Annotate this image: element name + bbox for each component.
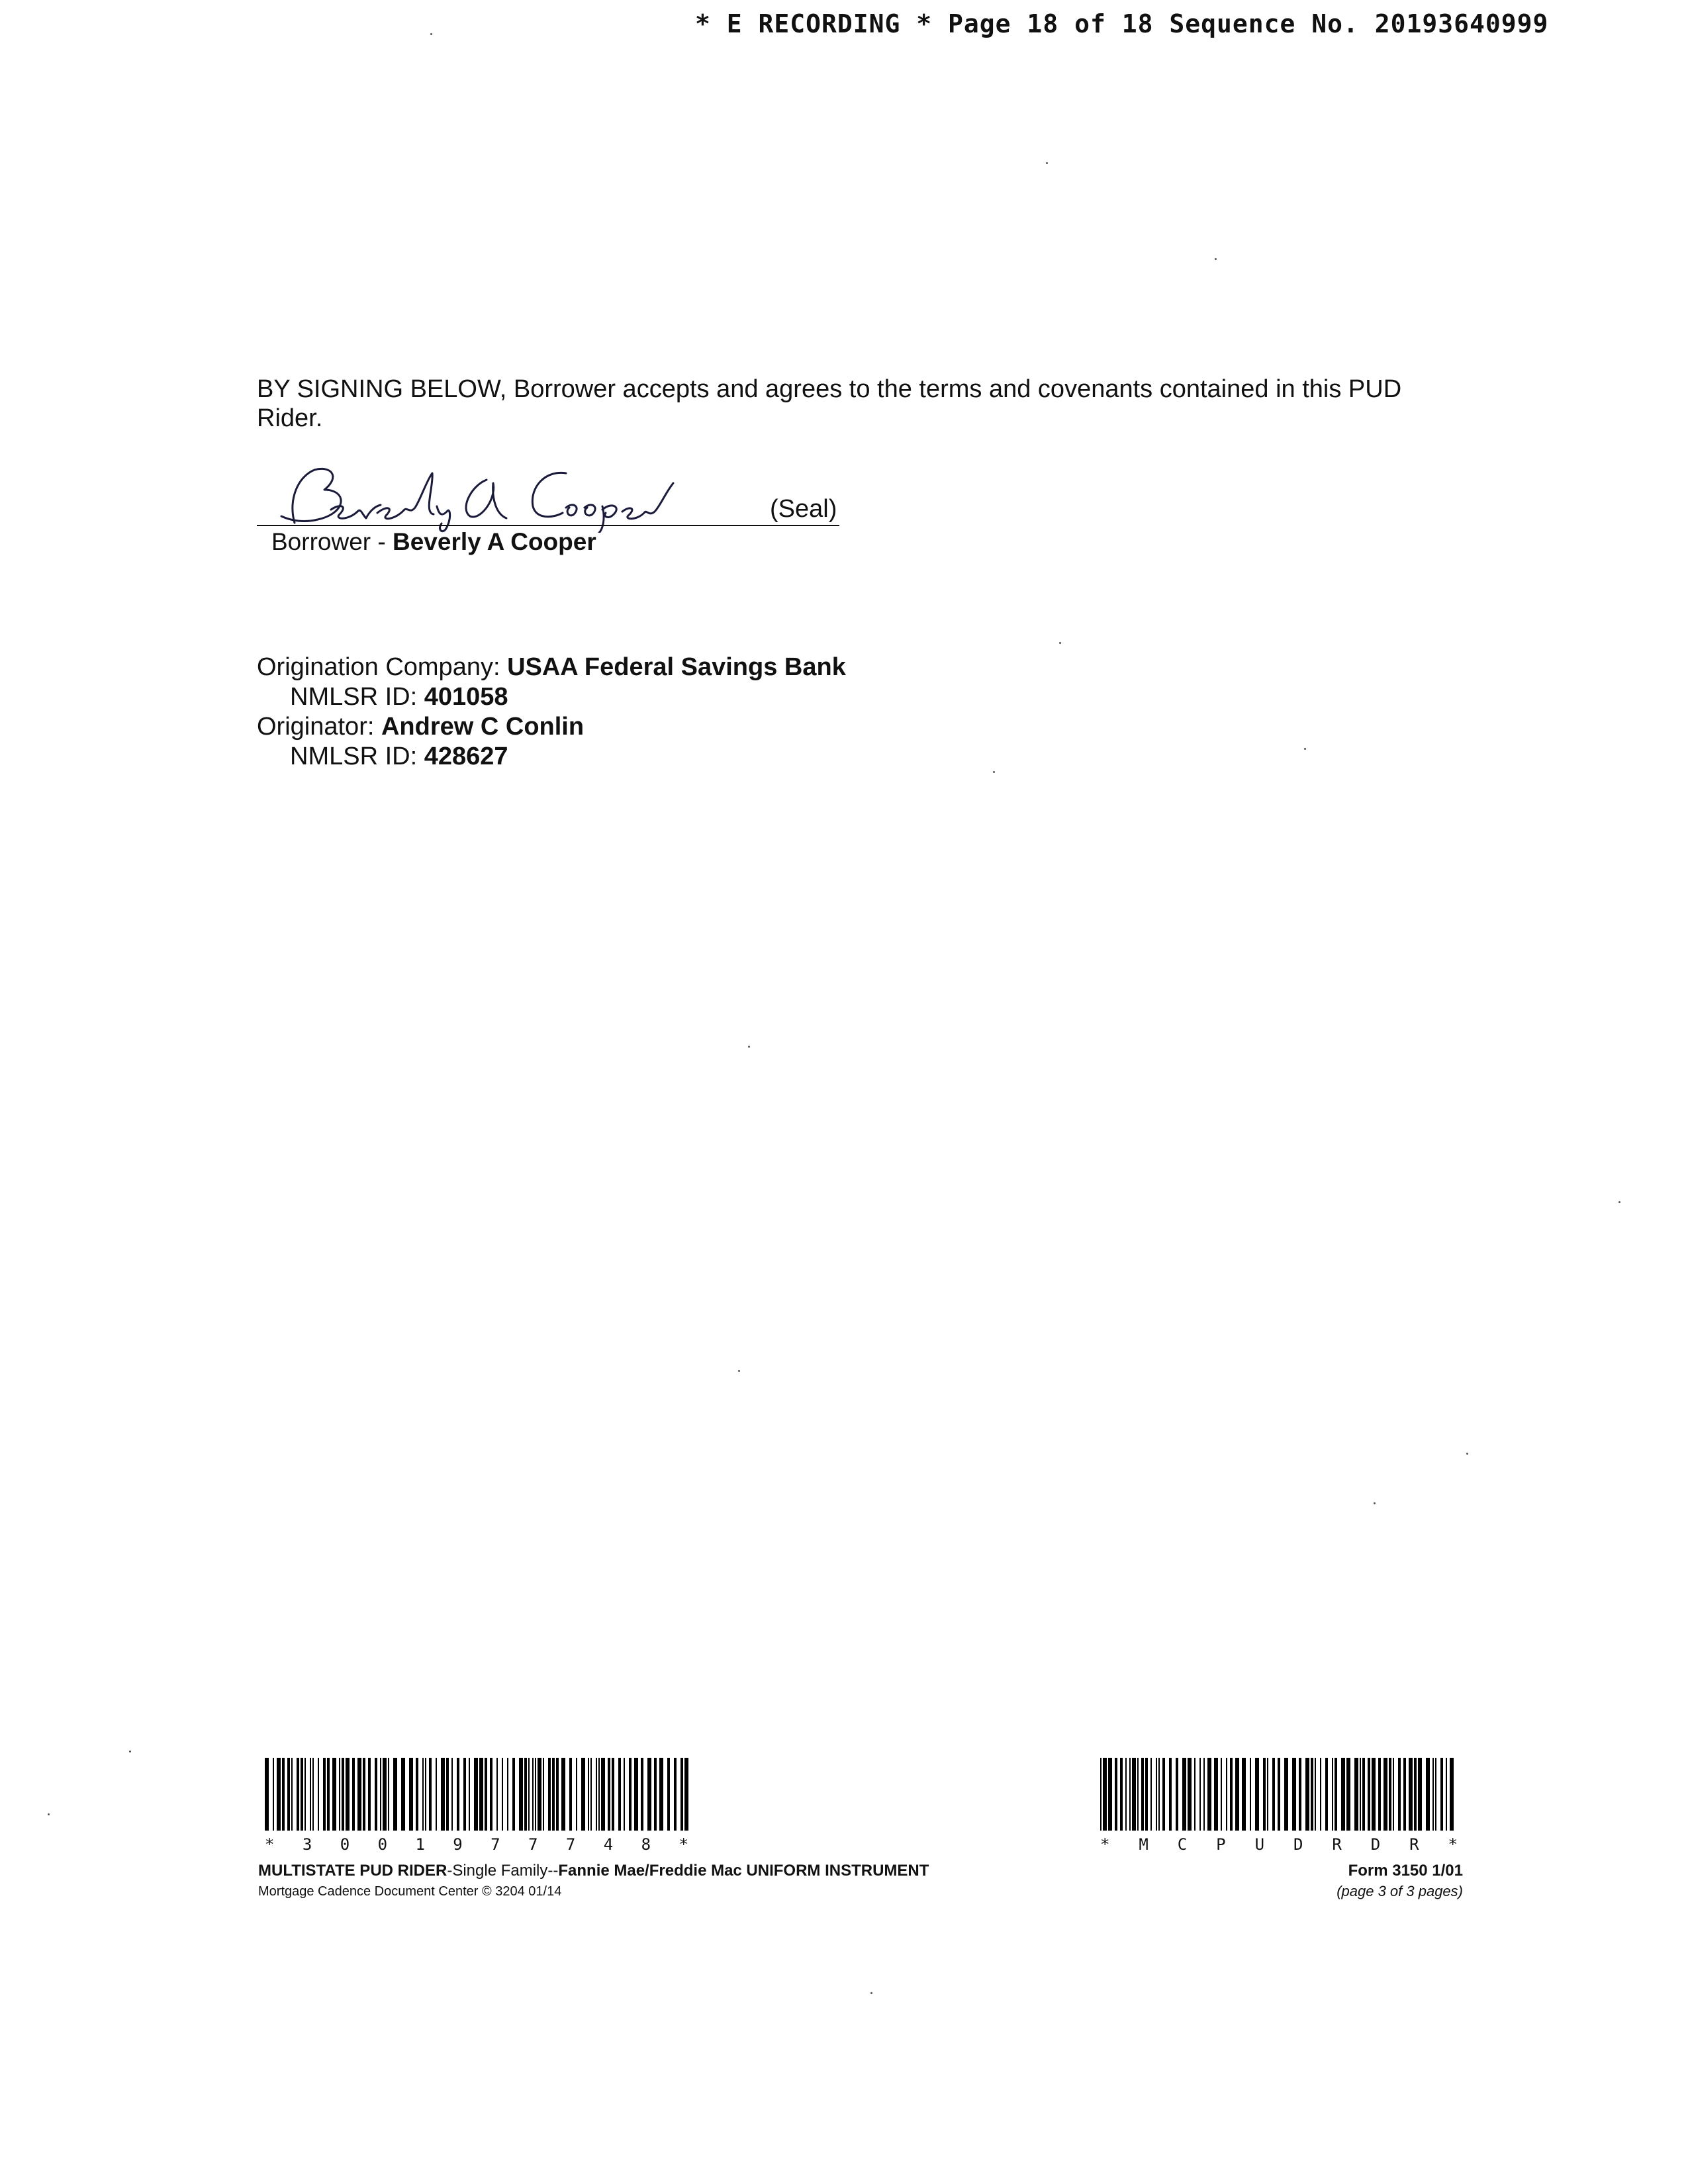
barcode-bar [629, 1758, 632, 1831]
barcode-bar [618, 1758, 621, 1831]
barcode-char: D [1293, 1835, 1303, 1854]
scan-speck [870, 1992, 872, 1994]
barcode-char: * [1448, 1835, 1458, 1854]
barcode-bar [342, 1758, 344, 1831]
barcode-bar [265, 1758, 269, 1831]
agreement-paragraph: BY SIGNING BELOW, Borrower accepts and agrees to the terms and covenants contained in this PUD Rider. [257, 375, 1402, 432]
barcode-bar [429, 1758, 432, 1831]
scan-speck [1618, 1201, 1620, 1203]
barcode-bar [301, 1758, 303, 1831]
originator-nmlsr-line [257, 742, 846, 772]
originator-nmlsr-label: NMLSR ID: [290, 743, 424, 770]
barcode-bar [1182, 1758, 1186, 1831]
barcode-bar [674, 1758, 677, 1831]
barcode-left [265, 1758, 688, 1854]
barcode-bar [624, 1758, 625, 1831]
barcode-bar [1398, 1758, 1401, 1831]
barcode-bar [535, 1758, 536, 1831]
barcode-bar [357, 1758, 361, 1831]
barcode-bar [1100, 1758, 1102, 1831]
form-number: Form 3150 1/01 [1348, 1862, 1463, 1880]
barcode-bar [524, 1758, 527, 1831]
barcode-bar [451, 1758, 453, 1831]
barcode-bar [380, 1758, 381, 1831]
barcode-bar [422, 1758, 424, 1831]
scan-speck [748, 1046, 750, 1048]
seal-label: (Seal) [770, 495, 837, 523]
scan-speck [1304, 748, 1306, 750]
barcode-bar [561, 1758, 565, 1831]
barcode-bar [1346, 1758, 1350, 1831]
barcode-bar [507, 1758, 508, 1831]
barcode-bar [1292, 1758, 1296, 1831]
barcode-bar [598, 1758, 600, 1831]
barcode-bar [310, 1758, 311, 1831]
barcode-bar [608, 1758, 610, 1831]
barcode-char: * [679, 1835, 688, 1854]
barcode-bar [346, 1758, 350, 1831]
barcode-bar [1188, 1758, 1192, 1831]
scan-speck [993, 771, 995, 773]
barcode-bar [1418, 1758, 1422, 1831]
barcode-right-text [1100, 1835, 1458, 1854]
barcode-char: C [1177, 1835, 1188, 1854]
barcode-bar [1145, 1758, 1148, 1831]
barcode-bar [291, 1758, 293, 1831]
page-count: (page 3 of 3 pages) [1336, 1883, 1463, 1899]
footer-subtitle: Mortgage Cadence Document Center © 3204 01/14 [258, 1884, 562, 1899]
barcode-char: M [1139, 1835, 1149, 1854]
barcode-char: 3 [302, 1835, 312, 1854]
barcode-bar [1393, 1758, 1394, 1831]
barcode-bar [1230, 1758, 1233, 1831]
barcode-bar [659, 1758, 663, 1831]
barcode-bar [496, 1758, 498, 1831]
barcode-bar [581, 1758, 585, 1831]
barcode-bar [1335, 1758, 1337, 1831]
barcode-bar [1242, 1758, 1246, 1831]
barcode-bar [654, 1758, 657, 1831]
barcode-bar [1108, 1758, 1112, 1831]
barcode-bar [528, 1758, 530, 1831]
barcode-bar [339, 1758, 340, 1831]
barcode-char: 7 [491, 1835, 500, 1854]
origination-block [257, 653, 846, 772]
borrower-prefix: Borrower - [271, 528, 393, 555]
barcode-bar [1194, 1758, 1196, 1831]
barcode-bar [667, 1758, 670, 1831]
signature-line [257, 525, 839, 526]
footer-left [258, 1862, 929, 1899]
barcode-bar [1450, 1758, 1454, 1831]
barcode-bar [436, 1758, 437, 1831]
barcode-bar [1354, 1758, 1358, 1831]
barcode-bar [474, 1758, 478, 1831]
barcode-bar [282, 1758, 285, 1831]
barcode-char: 7 [565, 1835, 576, 1854]
barcode-char: 1 [415, 1835, 425, 1854]
barcode-bar [383, 1758, 387, 1831]
borrower-caption [271, 528, 596, 556]
barcode-char: 9 [453, 1835, 463, 1854]
barcode-bar [409, 1758, 413, 1831]
barcode-bar [1156, 1758, 1157, 1831]
barcode-bar [1311, 1758, 1313, 1831]
barcode-bar [1389, 1758, 1391, 1831]
barcode-bar [1435, 1758, 1436, 1831]
scan-speck [430, 33, 432, 35]
barcode-left-text [265, 1835, 688, 1854]
barcode-char: 8 [641, 1835, 651, 1854]
barcode-bar [532, 1758, 534, 1831]
barcode-bar [1235, 1758, 1239, 1831]
barcode-bar [318, 1758, 319, 1831]
barcode-bar [647, 1758, 651, 1831]
barcode-char: U [1254, 1835, 1265, 1854]
barcode-bar [1221, 1758, 1222, 1831]
barcode-char: R [1409, 1835, 1419, 1854]
barcode-bar [1383, 1758, 1387, 1831]
barcode-bar [1426, 1758, 1430, 1831]
barcode-bar [1255, 1758, 1259, 1831]
barcode-bar [1250, 1758, 1251, 1831]
barcode-bar [1409, 1758, 1413, 1831]
barcode-bar [1103, 1758, 1107, 1831]
barcode-bar [1115, 1758, 1117, 1831]
barcode-bar [512, 1758, 515, 1831]
barcode-bar [416, 1758, 418, 1831]
barcode-bar [1137, 1758, 1139, 1831]
barcode-bar [490, 1758, 492, 1831]
barcode-right-bars [1100, 1758, 1458, 1831]
barcode-bar [1372, 1758, 1376, 1831]
barcode-bar [588, 1758, 589, 1831]
barcode-bar [680, 1758, 683, 1831]
barcode-bar [463, 1758, 466, 1831]
barcode-bar [1226, 1758, 1227, 1831]
barcode-bar [1207, 1758, 1211, 1831]
barcode-bar [543, 1758, 544, 1831]
barcode-bar [1284, 1758, 1288, 1831]
footer-title-bold-1: MULTISTATE PUD RIDER [258, 1862, 447, 1880]
barcode-bar [1129, 1758, 1131, 1831]
barcode-left-bars [265, 1758, 688, 1831]
barcode-bar [388, 1758, 389, 1831]
barcode-bar [1325, 1758, 1328, 1831]
barcode-char: * [265, 1835, 275, 1854]
barcode-bar [641, 1758, 643, 1831]
scan-speck [129, 1751, 131, 1752]
barcode-bar [277, 1758, 281, 1831]
barcode-bar [1158, 1758, 1160, 1831]
barcode-char: R [1332, 1835, 1342, 1854]
scan-speck [48, 1813, 50, 1815]
scan-speck [1215, 258, 1217, 260]
barcode-bar [287, 1758, 290, 1831]
originator-label: Originator: [257, 713, 381, 741]
barcode-bar [305, 1758, 306, 1831]
scan-speck [1059, 642, 1061, 644]
barcode-bar [1378, 1758, 1381, 1831]
barcode-bar [479, 1758, 483, 1831]
footer-right [1192, 1862, 1463, 1900]
barcode-char: 4 [603, 1835, 614, 1854]
barcode-bar [1120, 1758, 1123, 1831]
barcode-bar [1267, 1758, 1268, 1831]
origination-company-line [257, 653, 846, 682]
barcode-bar [393, 1758, 397, 1831]
barcode-bar [1141, 1758, 1144, 1831]
barcode-bar [457, 1758, 459, 1831]
scan-speck [1374, 1502, 1376, 1504]
footer-title [258, 1862, 929, 1880]
barcode-bar [441, 1758, 445, 1831]
barcode-bar [552, 1758, 555, 1831]
borrower-signature [268, 460, 679, 533]
barcode-bar [1272, 1758, 1275, 1831]
origination-company-label: Origination Company: [257, 653, 508, 681]
company-nmlsr-id: 401058 [424, 683, 508, 711]
barcode-bar [538, 1758, 541, 1831]
footer-title-bold-2: Fannie Mae/Freddie Mac UNIFORM INSTRUMENT [558, 1862, 929, 1880]
barcode-bar [519, 1758, 523, 1831]
barcode-char: 0 [377, 1835, 388, 1854]
barcode-bar [1278, 1758, 1280, 1831]
footer-title-plain: -Single Family-- [447, 1862, 559, 1880]
barcode-bar [1176, 1758, 1178, 1831]
originator-name: Andrew C Conlin [381, 713, 585, 741]
barcode-bar [1214, 1758, 1218, 1831]
scan-speck [1046, 162, 1048, 164]
barcode-bar [327, 1758, 330, 1831]
barcode-bar [1203, 1758, 1205, 1831]
scan-speck [738, 1370, 740, 1372]
barcode-right [1100, 1758, 1458, 1854]
barcode-bar [1132, 1758, 1136, 1831]
company-nmlsr-label: NMLSR ID: [290, 683, 424, 711]
barcode-bar [1360, 1758, 1361, 1831]
barcode-bar [684, 1758, 688, 1831]
barcode-char: 0 [340, 1835, 350, 1854]
scan-speck [1466, 1453, 1468, 1455]
barcode-bar [1440, 1758, 1443, 1831]
barcode-bar [401, 1758, 405, 1831]
barcode-bar [323, 1758, 326, 1831]
barcode-char: D [1370, 1835, 1381, 1854]
barcode-bar [1446, 1758, 1447, 1831]
barcode-bar [596, 1758, 597, 1831]
barcode-bar [1414, 1758, 1417, 1831]
barcode-bar [375, 1758, 377, 1831]
barcode-bar [1125, 1758, 1127, 1831]
company-nmlsr-line [257, 682, 846, 712]
barcode-bar [363, 1758, 365, 1831]
barcode-bar [502, 1758, 503, 1831]
barcode-bar [446, 1758, 449, 1831]
originator-line [257, 712, 846, 742]
barcode-bar [556, 1758, 559, 1831]
barcode-bar [634, 1758, 638, 1831]
barcode-bar [332, 1758, 336, 1831]
origination-company-name: USAA Federal Savings Bank [507, 653, 846, 681]
barcode-bar [1162, 1758, 1165, 1831]
barcode-bar [368, 1758, 371, 1831]
barcode-bar [273, 1758, 274, 1831]
barcode-bar [1320, 1758, 1321, 1831]
barcode-bar [576, 1758, 577, 1831]
barcode-bar [485, 1758, 487, 1831]
barcode-bar [590, 1758, 592, 1831]
barcode-bar [1299, 1758, 1301, 1831]
barcode-bar [548, 1758, 551, 1831]
barcode-bar [1332, 1758, 1333, 1831]
barcode-bar [1315, 1758, 1316, 1831]
borrower-name: Beverly A Cooper [392, 528, 596, 555]
barcode-char: 7 [528, 1835, 538, 1854]
barcode-char: P [1216, 1835, 1226, 1854]
barcode-bar [312, 1758, 314, 1831]
barcode-bar [1341, 1758, 1345, 1831]
barcode-bar [1362, 1758, 1365, 1831]
barcode-bar [425, 1758, 426, 1831]
recording-header: * E RECORDING * Page 18 of 18 Sequence No. 20193640999 [695, 9, 1549, 38]
barcode-bar [569, 1758, 572, 1831]
barcode-bar [1169, 1758, 1172, 1831]
barcode-bar [1432, 1758, 1434, 1831]
barcode-bar [1368, 1758, 1370, 1831]
barcode-bar [1403, 1758, 1406, 1831]
barcode-bar [601, 1758, 605, 1831]
barcode-bar [1150, 1758, 1152, 1831]
barcode-bar [1305, 1758, 1309, 1831]
barcode-bar [1199, 1758, 1201, 1831]
barcode-bar [612, 1758, 614, 1831]
barcode-bar [297, 1758, 299, 1831]
barcode-bar [1263, 1758, 1266, 1831]
barcode-bar [352, 1758, 355, 1831]
barcode-char: * [1100, 1835, 1110, 1854]
originator-nmlsr-id: 428627 [424, 743, 508, 770]
barcode-bar [469, 1758, 470, 1831]
